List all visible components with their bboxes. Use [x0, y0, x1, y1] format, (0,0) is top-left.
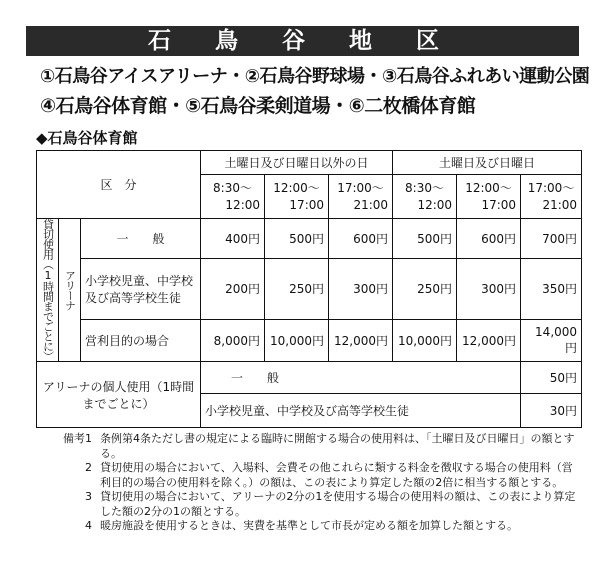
fee-cell: 400円 — [201, 219, 265, 259]
time-slot: 8:30～ 12:00 — [393, 175, 457, 219]
row-label-commercial: 営利目的の場合 — [81, 319, 201, 361]
weekday-group-header: 土曜日及び日曜日以外の日 — [201, 151, 393, 175]
note-item — [52, 490, 582, 519]
note-text: 貸切使用の場合において、アリーナの2分の1を使用する場合の使用料の額は、この表により算定した額の2分の1の額とする。 — [100, 490, 576, 518]
fee-cell: 600円 — [329, 219, 393, 259]
fee-cell: 200円 — [201, 258, 265, 319]
kubun-header: 区 分 — [37, 151, 201, 219]
fee-cell: 500円 — [393, 219, 457, 259]
notes — [52, 432, 582, 534]
fee-cell: 300円 — [457, 258, 521, 319]
note-number: 4 — [85, 519, 92, 532]
fee-cell: 12,000円 — [329, 319, 393, 361]
note-text: 条例第4条ただし書の規定による臨時に開館する場合の使用料は、「土曜日及び日曜日」の額とする。 — [100, 432, 575, 460]
fee-cell: 10,000円 — [393, 319, 457, 361]
fee-cell: 250円 — [265, 258, 329, 319]
fee-table — [36, 150, 582, 428]
fee-cell: 250円 — [393, 258, 457, 319]
personal-row-label-general: 一 般 — [201, 362, 521, 394]
note-item — [52, 461, 582, 490]
facility-list-line-1: ①石鳥谷アイスアリーナ・②石鳥谷野球場・③石鳥谷ふれあい運動公園 — [40, 66, 590, 87]
note-number: 2 — [85, 461, 92, 474]
fee-cell: 300円 — [329, 258, 393, 319]
row-label-students: 小学校児童、中学校及び高等学校生徒 — [81, 258, 201, 319]
fee-cell: 600円 — [457, 219, 521, 259]
time-slot: 12:00～ 17:00 — [265, 175, 329, 219]
arena-label: アリーナ — [59, 219, 81, 362]
rental-use-label: 貸切使用（1時間までごとに） — [37, 219, 59, 362]
fee-cell: 500円 — [265, 219, 329, 259]
fee-cell: 350円 — [521, 258, 582, 319]
time-slot: 17:00～ 21:00 — [329, 175, 393, 219]
note-item — [52, 519, 582, 534]
note-number: 備考1 — [63, 432, 92, 445]
weekend-group-header: 土曜日及び日曜日 — [393, 151, 582, 175]
row-label-general: 一 般 — [81, 219, 201, 259]
time-slot: 17:00～ 21:00 — [521, 175, 582, 219]
note-item — [52, 432, 582, 461]
note-text: 暖房施設を使用するときは、実費を基準として市長が定める額を加算した額とする。 — [100, 519, 518, 532]
note-number: 3 — [85, 490, 92, 503]
personal-use-label: アリーナの個人使用（1時間までごとに） — [37, 362, 201, 428]
facility-list-line-2: ④石鳥谷体育館・⑤石鳥谷柔剣道場・⑥二枚橋体育館 — [40, 95, 476, 117]
time-slot: 8:30～ 12:00 — [201, 175, 265, 219]
fee-cell: 700円 — [521, 219, 582, 259]
fee-cell: 12,000円 — [457, 319, 521, 361]
district-title: 石 鳥 谷 地 区 — [26, 26, 579, 56]
personal-fee-cell: 30円 — [521, 394, 582, 428]
fee-cell: 10,000円 — [265, 319, 329, 361]
personal-fee-cell: 50円 — [521, 362, 582, 394]
fee-cell: 14,000円 — [521, 319, 582, 361]
section-title: ◆石鳥谷体育館 — [36, 129, 138, 147]
fee-cell: 8,000円 — [201, 319, 265, 361]
time-slot: 12:00～ 17:00 — [457, 175, 521, 219]
personal-row-label-students: 小学校児童、中学校及び高等学校生徒 — [201, 394, 521, 428]
note-text: 貸切使用の場合において、入場料、会費その他これらに類する料金を徴収する場合の使用料（営利目的の場合の使用料を除く。）の額は、この表により算定した額の2倍に相当する額とする。 — [100, 461, 573, 489]
